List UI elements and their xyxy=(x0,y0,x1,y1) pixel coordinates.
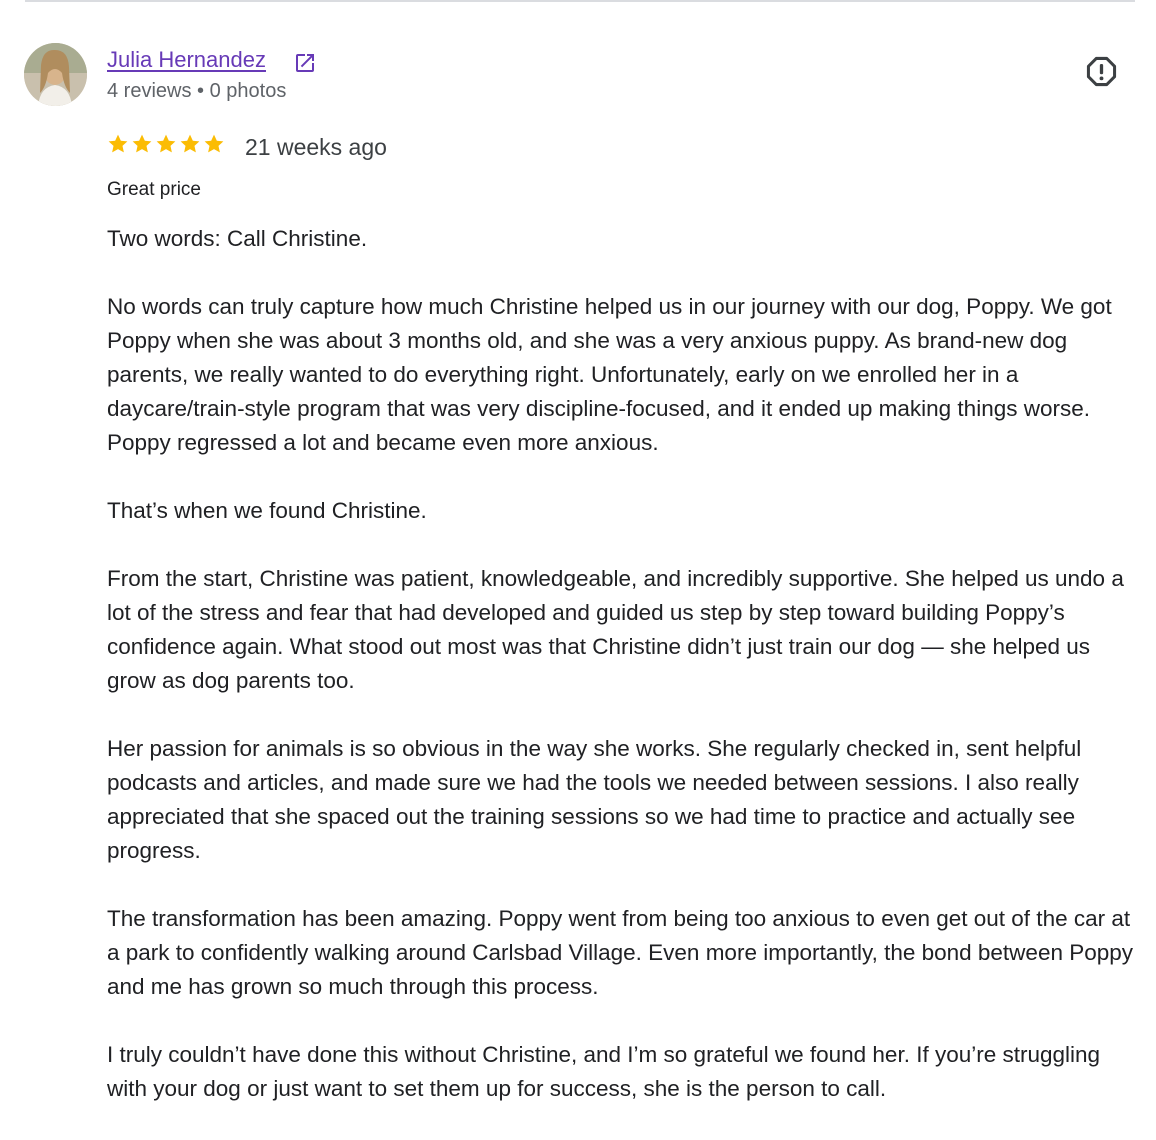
report-icon[interactable] xyxy=(1085,55,1118,88)
avatar[interactable] xyxy=(24,43,87,106)
review-paragraph: Her passion for animals is so obvious in the way she works. She regularly checked in, sent helpful podcasts and articles, and made sure we had the tools we needed between sessions. I also really appreciated that she spaced out the training sessions so we had time to practice and actually see progress. xyxy=(107,736,1082,863)
review-paragraph: No words can truly capture how much Christine helped us in our journey with our dog, Poppy. We got Poppy when she was about 3 months old, and she was a very anxious puppy. As brand-new dog parents, we really wanted to do everything right. Unfortunately, early on we enrolled her in a daycare/train-style program that was very discipline-focused, and it ended up making things worse. Poppy regressed a lot and became even more anxious. xyxy=(107,294,1112,455)
star-icon xyxy=(203,133,225,155)
reviewer-name-link[interactable]: Julia Hernandez xyxy=(107,47,266,72)
star-icon xyxy=(179,133,201,155)
reviewer-meta: 4 reviews • 0 photos xyxy=(107,80,287,102)
review-paragraph: That’s when we found Christine. xyxy=(107,498,427,523)
star-rating xyxy=(107,133,225,161)
star-icon xyxy=(107,133,129,155)
review-body xyxy=(107,222,1139,1140)
review-paragraph: I truly couldn’t have done this without Christine, and I’m so grateful we found her. If you’re struggling with your dog or just want to set them up for success, she is the person to call. xyxy=(107,1042,1101,1101)
star-icon xyxy=(131,133,153,155)
review-paragraph: The transformation has been amazing. Poppy went from being too anxious to even get out of the car at a park to confidently walking around Carlsbad Village. Even more importantly, the bond between Poppy and me has grown so much through this process. xyxy=(107,906,1134,999)
star-icon xyxy=(155,133,177,155)
avatar-photo xyxy=(24,43,87,106)
review-tag: Great price xyxy=(107,179,201,200)
review-paragraph: Two words: Call Christine. xyxy=(107,226,368,251)
review-date: 21 weeks ago xyxy=(245,134,387,160)
external-link-icon[interactable] xyxy=(293,51,317,75)
review-paragraph: From the start, Christine was patient, knowledgeable, and incredibly supportive. She helped us undo a lot of the stress and fear that had developed and guided us step by step toward building Poppy’s confidence again. What stood out most was that Christine didn’t just train our dog — she helped us grow as dog parents too. xyxy=(107,566,1124,693)
top-divider xyxy=(25,0,1135,2)
